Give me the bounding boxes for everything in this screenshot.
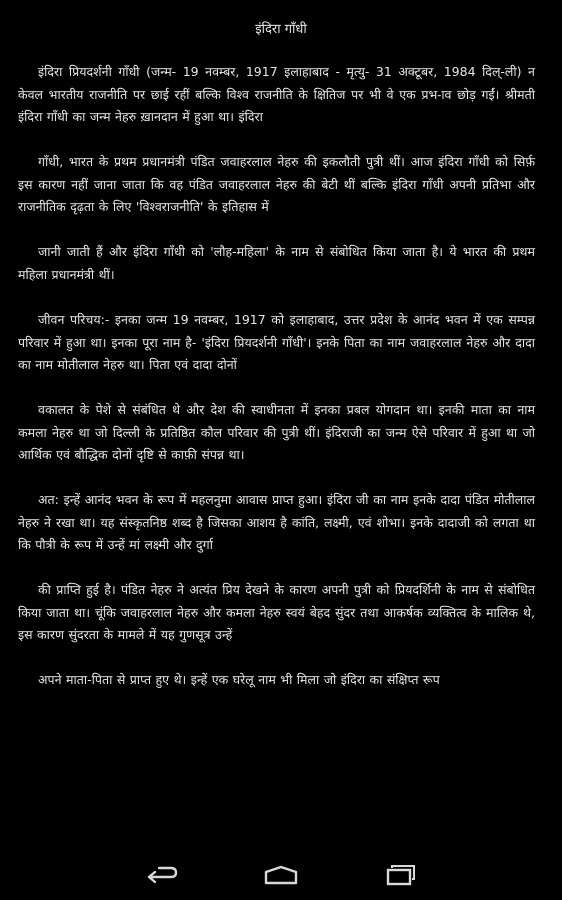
article-paragraph: जानी जाती हैं और इंदिरा गाँधी को 'लौह-महिला' के नाम से संबोधित किया जाता है। ये भारत की प्रथम महिला प्रधानमंत्री थीं। — [18, 244, 535, 282]
home-icon — [263, 864, 299, 886]
article-title: इंदिरा गाँधी — [255, 22, 307, 37]
system-navigation-bar — [0, 850, 562, 900]
home-button[interactable] — [251, 860, 311, 890]
article-paragraph: अपने माता-पिता से प्राप्त हुए थे। इन्हें एक घरेलू नाम भी मिला जो इंदिरा का संक्षिप्त रूप — [38, 672, 440, 687]
article-paragraph: जीवन परिचय:- इनका जन्म 19 नवम्बर, 1917 को इलाहाबाद, उत्तर प्रदेश के आनंद भवन में एक सम्पन्न परिवार में हुआ था। इनका पूरा नाम है- 'इंदिरा प्रियदर्शनी गाँधी'। इनके पिता का नाम जवाहरलाल नेहरु और दादा का नाम मोतीलाल नेहरु था। पिता एवं दादा दोनों — [18, 312, 535, 372]
article-paragraph: गाँधी, भारत के प्रथम प्रधानमंत्री पंडित जवाहरलाल नेहरु की इकलौती पुत्री थीं। आज इंदिरा गाँधी को सिर्फ़ इस कारण नहीं जाना जाता कि वह पंडित जवाहरलाल नेहरु की बेटी थीं बल्कि इंदिरा गाँधी अपनी प्रतिभा और राजनीतिक दृढ़ता के लिए 'विश्वराजनीति' के इतिहास में — [18, 154, 535, 214]
article-paragraph: अत: इन्हें आनंद भवन के रूप में महलनुमा आवास प्राप्त हुआ। इंदिरा जी का नाम इनके दादा पंडित मोतीलाल नेहरु ने रखा था। यह संस्कृतनिष्ठ शब्द है जिसका आशय है कांति, लक्ष्मी, एवं शोभा। इनके दादाजी को लगता था कि पौत्री के रूप में उन्हें मां लक्ष्मी और दुर्गा — [18, 492, 535, 552]
article-paragraph: इंदिरा प्रियदर्शनी गाँधी (जन्म- 19 नवम्बर, 1917 इलाहाबाद - मृत्यु- 31 अक्टूबर, 1984 दिल्-ली) न केवल भारतीय राजनीति पर छाई रहीं बल्कि विश्व राजनीति के क्षितिज पर भी वे एक प्रभ-ाव छोड़ गईं। श्रीमती इंदिरा गाँधी का जन्म नेहरु ख़ानदान में हुआ था। इंदिरा — [18, 64, 535, 124]
article-paragraph: की प्राप्ति हुई है। पंडित नेहरु ने अत्यंत प्रिय देखने के कारण अपनी पुत्री को प्रियदर्शिनी के नाम से संबोधित किया जाता था। चूंकि जवाहरलाल नेहरु और कमला नेहरु स्वयं बेहद सुंदर तथा आकर्षक व्यक्तित्व के मालिक थे, इस कारण सुंदरता के मामले में यह गुणसूत्र उन्हें — [18, 582, 535, 642]
recent-apps-icon — [385, 864, 417, 886]
back-button[interactable] — [132, 860, 192, 890]
recent-apps-button[interactable] — [371, 860, 431, 890]
back-icon — [145, 864, 179, 886]
article-paragraph: वकालत के पेशे से संबंधित थे और देश की स्वाधीनता में इनका प्रबल योगदान था। इनकी माता का नाम कमला नेहरु था जो दिल्ली के प्रतिष्ठित कौल परिवार की पुत्री थीं। इंदिराजी का जन्म ऐसे परिवार में हुआ था जो आर्थिक एवं बौद्धिक दोनों दृष्टि से काफ़ी संपन्न था। — [18, 402, 535, 462]
